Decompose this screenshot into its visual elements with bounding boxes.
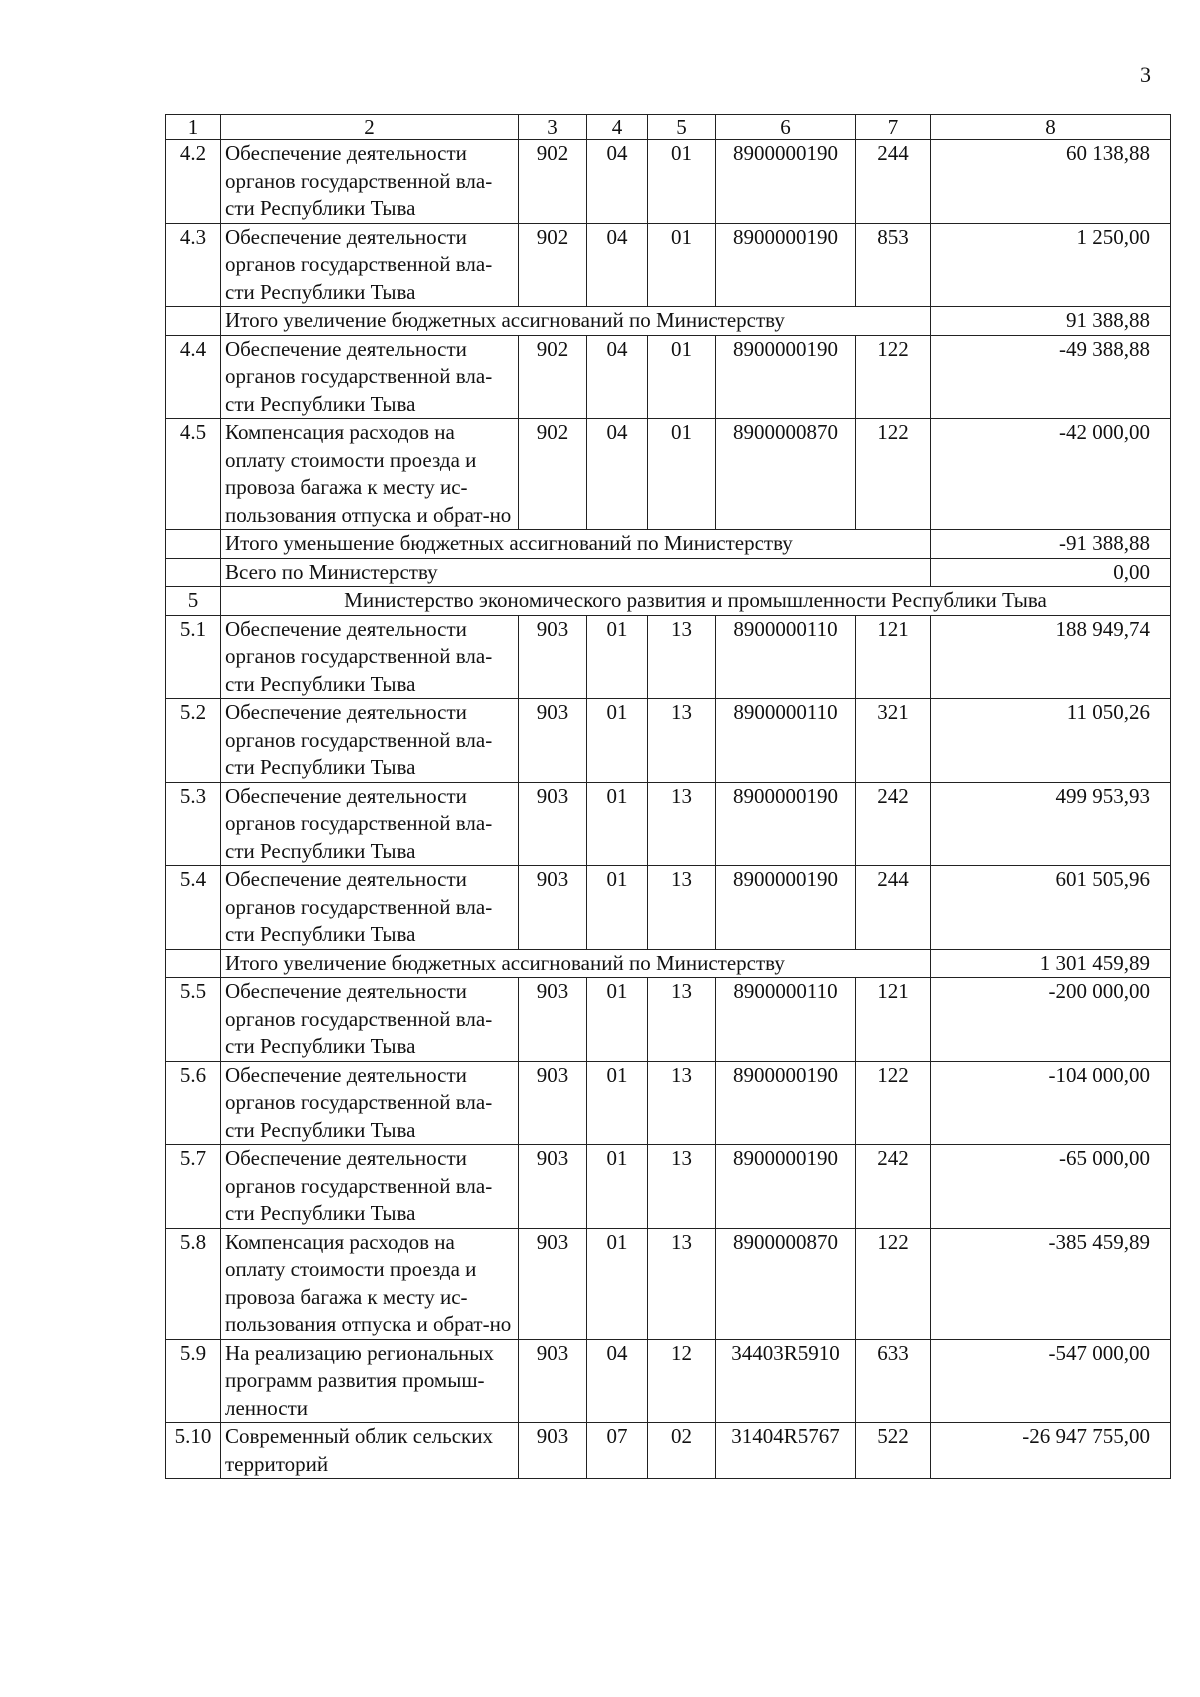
row-code-5: 13 [648,866,716,950]
row-code-5: 13 [648,1145,716,1229]
row-code-7: 121 [856,615,931,699]
row-number: 5.8 [166,1228,221,1339]
row-number: 5.7 [166,1145,221,1229]
table-row [166,699,1171,783]
row-amount: -385 459,89 [931,1228,1171,1339]
section-number: 5 [166,587,221,616]
row-amount: -547 000,00 [931,1339,1171,1423]
header-cell: 8 [931,115,1171,140]
row-code-6: 8900000190 [716,335,856,419]
row-code-4: 04 [587,1339,648,1423]
summary-amount: -91 388,88 [931,530,1171,559]
header-cell: 7 [856,115,931,140]
row-code-7: 122 [856,1061,931,1145]
row-code-6: 8900000190 [716,223,856,307]
row-number: 5.4 [166,866,221,950]
row-code-4: 01 [587,1228,648,1339]
row-code-7: 242 [856,782,931,866]
row-code-4: 01 [587,866,648,950]
table-row [166,1228,1171,1339]
table-row [166,1145,1171,1229]
row-number: 4.4 [166,335,221,419]
row-code-4: 01 [587,1061,648,1145]
row-code-6: 8900000190 [716,140,856,224]
row-name: Обеспечение деятельности органов государственной вла-сти Республики Тыва [221,1145,519,1229]
row-code-5: 01 [648,140,716,224]
table-row [166,1423,1171,1479]
row-amount: -42 000,00 [931,419,1171,530]
row-number: 5.5 [166,978,221,1062]
table-row [166,140,1171,224]
header-cell: 6 [716,115,856,140]
row-code-7: 122 [856,419,931,530]
summary-empty-cell [166,307,221,336]
row-code-3: 903 [519,1145,587,1229]
row-code-3: 903 [519,866,587,950]
row-code-5: 12 [648,1339,716,1423]
row-code-4: 04 [587,335,648,419]
row-number: 5.10 [166,1423,221,1479]
row-code-3: 902 [519,223,587,307]
row-number: 5.2 [166,699,221,783]
table-row [166,1339,1171,1423]
summary-label: Итого увеличение бюджетных ассигнований по Министерству [221,307,931,336]
row-code-6: 8900000870 [716,1228,856,1339]
row-amount: 499 953,93 [931,782,1171,866]
row-code-3: 903 [519,1228,587,1339]
row-code-4: 04 [587,140,648,224]
row-code-7: 853 [856,223,931,307]
row-code-4: 04 [587,419,648,530]
row-amount: 60 138,88 [931,140,1171,224]
summary-empty-cell [166,949,221,978]
header-cell: 3 [519,115,587,140]
row-code-5: 13 [648,782,716,866]
row-code-4: 01 [587,1145,648,1229]
table-row [166,782,1171,866]
row-number: 4.3 [166,223,221,307]
row-name: Современный облик сельских территорий [221,1423,519,1479]
row-code-6: 31404R5767 [716,1423,856,1479]
summary-amount: 91 388,88 [931,307,1171,336]
row-number: 4.2 [166,140,221,224]
table-row [166,335,1171,419]
row-code-6: 8900000870 [716,419,856,530]
row-code-7: 242 [856,1145,931,1229]
row-code-4: 01 [587,782,648,866]
row-code-3: 902 [519,335,587,419]
row-code-7: 244 [856,140,931,224]
header-cell: 5 [648,115,716,140]
row-code-4: 01 [587,699,648,783]
row-code-3: 903 [519,699,587,783]
row-code-6: 8900000110 [716,615,856,699]
row-amount: -65 000,00 [931,1145,1171,1229]
row-code-7: 122 [856,335,931,419]
summary-label: Итого увеличение бюджетных ассигнований по Министерству [221,949,931,978]
section-row [166,587,1171,616]
row-name: Компенсация расходов на оплату стоимости проезда и провоза багажа к месту ис-пользования отпуска и обрат-но [221,419,519,530]
section-title: Министерство экономического развития и промышленности Республики Тыва [221,587,1171,616]
row-name: Обеспечение деятельности органов государственной вла-сти Республики Тыва [221,223,519,307]
row-name: Обеспечение деятельности органов государственной вла-сти Республики Тыва [221,1061,519,1145]
summary-amount: 1 301 459,89 [931,949,1171,978]
table-row [166,615,1171,699]
row-code-6: 8900000190 [716,866,856,950]
row-amount: -200 000,00 [931,978,1171,1062]
row-code-3: 903 [519,978,587,1062]
row-amount: -49 388,88 [931,335,1171,419]
row-amount: 1 250,00 [931,223,1171,307]
row-code-5: 01 [648,335,716,419]
row-code-5: 01 [648,419,716,530]
table-row [166,419,1171,530]
row-code-3: 903 [519,782,587,866]
row-code-7: 122 [856,1228,931,1339]
header-cell: 2 [221,115,519,140]
table-row [166,223,1171,307]
row-code-3: 903 [519,615,587,699]
row-number: 5.3 [166,782,221,866]
row-name: Обеспечение деятельности органов государственной вла-сти Республики Тыва [221,699,519,783]
row-name: Обеспечение деятельности органов государственной вла-сти Республики Тыва [221,615,519,699]
header-cell: 1 [166,115,221,140]
row-code-4: 07 [587,1423,648,1479]
row-name: Обеспечение деятельности органов государственной вла-сти Республики Тыва [221,140,519,224]
row-amount: 601 505,96 [931,866,1171,950]
row-code-4: 01 [587,615,648,699]
row-code-7: 522 [856,1423,931,1479]
row-code-3: 902 [519,419,587,530]
row-code-5: 01 [648,223,716,307]
row-name: Обеспечение деятельности органов государственной вла-сти Республики Тыва [221,335,519,419]
row-code-3: 903 [519,1061,587,1145]
row-code-6: 8900000110 [716,978,856,1062]
row-code-6: 8900000110 [716,699,856,783]
row-code-6: 8900000190 [716,1061,856,1145]
row-code-3: 903 [519,1423,587,1479]
row-amount: 11 050,26 [931,699,1171,783]
row-number: 5.6 [166,1061,221,1145]
row-code-6: 8900000190 [716,1145,856,1229]
header-row [166,115,1171,140]
summary-empty-cell [166,530,221,559]
page-number: 3 [1140,62,1151,87]
row-code-5: 13 [648,1228,716,1339]
summary-row [166,558,1171,587]
row-name: Обеспечение деятельности органов государственной вла-сти Республики Тыва [221,978,519,1062]
row-code-4: 01 [587,978,648,1062]
row-name: Компенсация расходов на оплату стоимости проезда и провоза багажа к месту ис-пользования отпуска и обрат-но [221,1228,519,1339]
summary-row [166,307,1171,336]
row-amount: 188 949,74 [931,615,1171,699]
row-amount: -104 000,00 [931,1061,1171,1145]
table-row [166,866,1171,950]
row-code-4: 04 [587,223,648,307]
row-code-5: 13 [648,978,716,1062]
row-code-7: 121 [856,978,931,1062]
row-number: 4.5 [166,419,221,530]
summary-row [166,530,1171,559]
row-code-7: 633 [856,1339,931,1423]
row-code-3: 902 [519,140,587,224]
row-code-5: 13 [648,1061,716,1145]
row-number: 5.9 [166,1339,221,1423]
summary-amount: 0,00 [931,558,1171,587]
table-row [166,978,1171,1062]
summary-label: Всего по Министерству [221,558,931,587]
row-number: 5.1 [166,615,221,699]
row-code-5: 02 [648,1423,716,1479]
row-code-7: 321 [856,699,931,783]
summary-row [166,949,1171,978]
row-code-7: 244 [856,866,931,950]
row-code-3: 903 [519,1339,587,1423]
table-row [166,1061,1171,1145]
summary-label: Итого уменьшение бюджетных ассигнований по Министерству [221,530,931,559]
row-code-6: 8900000190 [716,782,856,866]
summary-empty-cell [166,558,221,587]
table-body [166,115,1171,1479]
row-code-5: 13 [648,699,716,783]
header-cell: 4 [587,115,648,140]
row-amount: -26 947 755,00 [931,1423,1171,1479]
row-name: На реализацию региональных программ развития промыш-ленности [221,1339,519,1423]
row-name: Обеспечение деятельности органов государственной вла-сти Республики Тыва [221,782,519,866]
row-name: Обеспечение деятельности органов государственной вла-сти Республики Тыва [221,866,519,950]
row-code-5: 13 [648,615,716,699]
row-code-6: 34403R5910 [716,1339,856,1423]
budget-table [165,114,1171,1479]
